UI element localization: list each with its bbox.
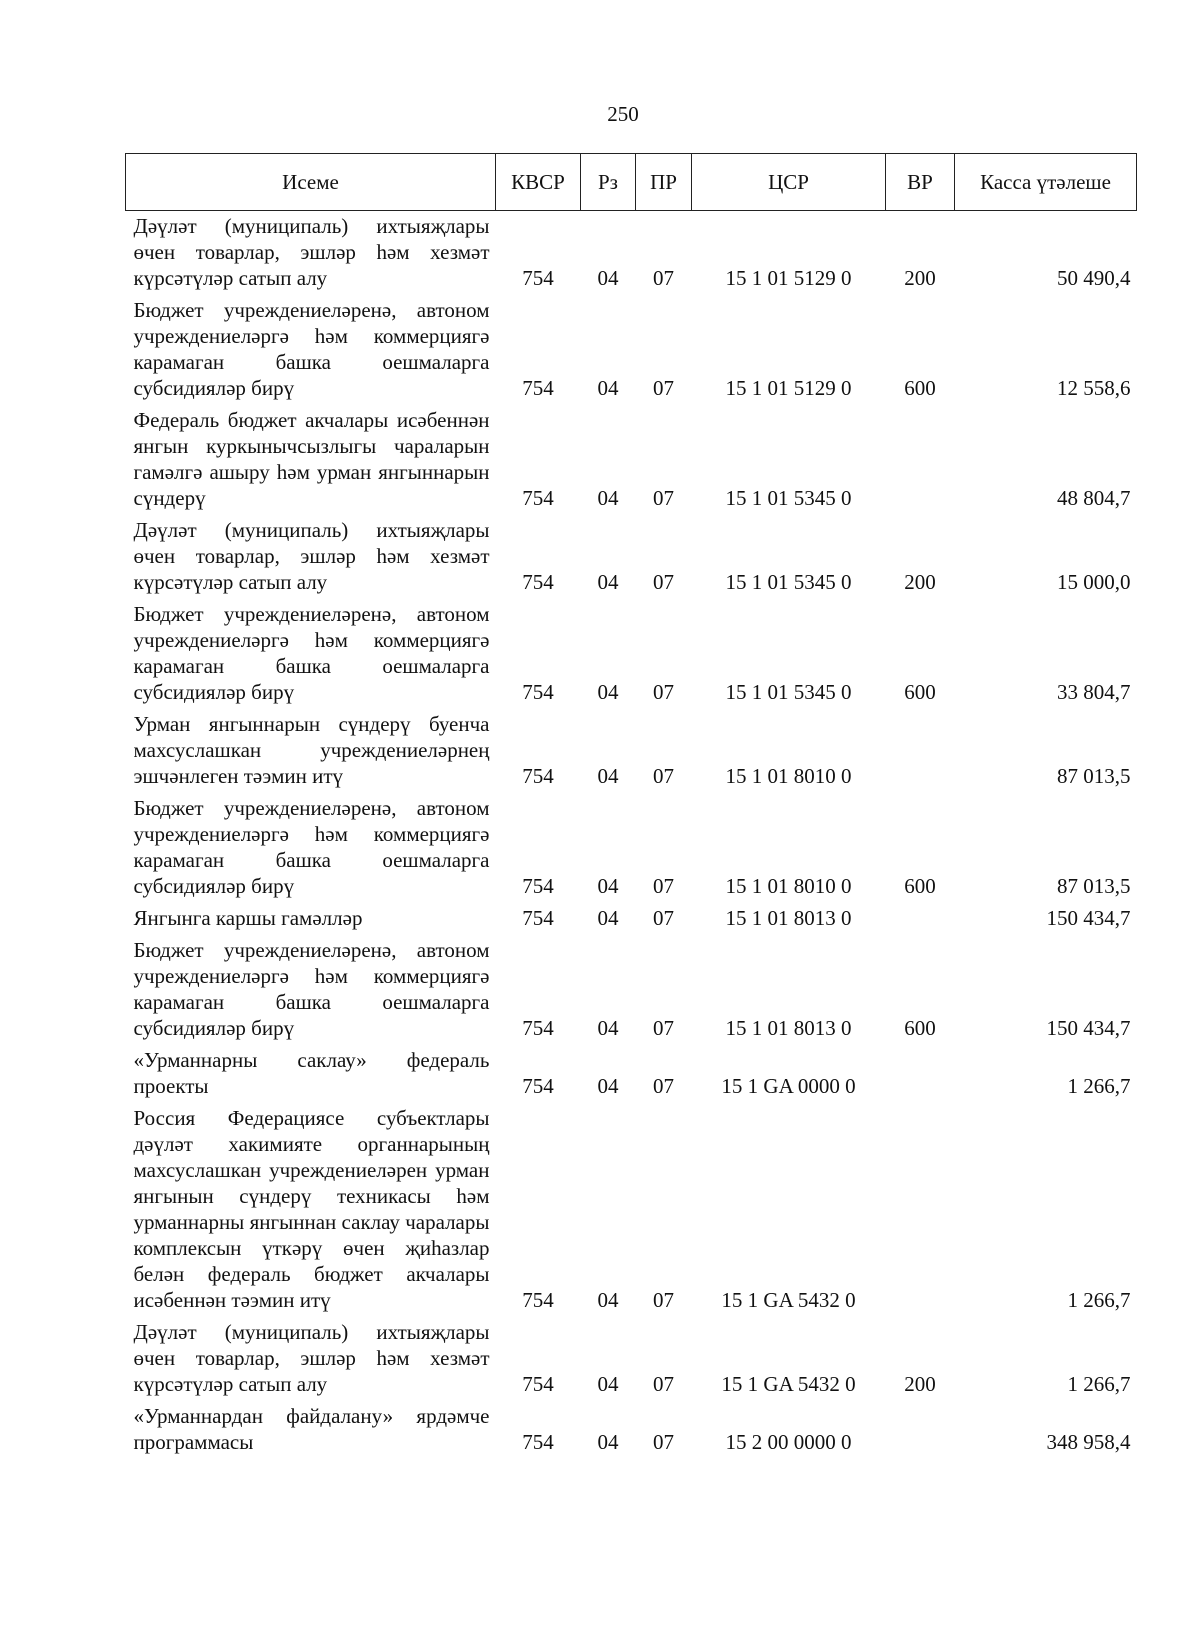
cell-kvsr: 754 [522, 680, 554, 704]
cell-csr: 15 1 01 5129 0 [725, 376, 852, 400]
cell-vr [886, 1045, 955, 1103]
cell-csr: 15 1 01 5345 0 [725, 486, 852, 510]
cell-name: Дәүләт (муниципаль) ихтыяҗлары өчен товарлар, эшләр һәм хезмәт күрсәтүләр сатып алу [133, 518, 490, 594]
cell-sum: 12 558,6 [1057, 376, 1131, 400]
cell-kvsr: 754 [522, 376, 554, 400]
cell-sum: 48 804,7 [1057, 486, 1131, 510]
cell-csr: 15 2 00 0000 0 [725, 1430, 852, 1454]
cell-name: Бюджет учреждениеләренә, автоном учреждениеләргә һәм коммерциягә карамаган башка оешмаларга субсидияләр бирү [133, 602, 490, 704]
header-vr: ВР [886, 154, 955, 211]
cell-csr: 15 1 01 5345 0 [725, 570, 852, 594]
table-row [126, 1045, 1137, 1103]
page-number: 250 [607, 102, 639, 126]
cell-vr [886, 1103, 955, 1317]
cell-sum: 348 958,4 [1046, 1430, 1131, 1454]
cell-kvsr: 754 [522, 764, 554, 788]
cell-rz: 04 [597, 1372, 619, 1396]
cell-rz: 04 [597, 906, 619, 930]
cell-kvsr: 754 [522, 570, 554, 594]
cell-rz: 04 [597, 570, 619, 594]
cell-csr: 15 1 01 5129 0 [725, 266, 852, 290]
cell-pr: 07 [653, 764, 674, 788]
table-body [126, 211, 1137, 1460]
cell-vr [886, 405, 955, 515]
cell-name: Дәүләт (муниципаль) ихтыяҗлары өчен товарлар, эшләр һәм хезмәт күрсәтүләр сатып алу [133, 214, 490, 290]
cell-vr [886, 903, 955, 935]
cell-kvsr: 754 [522, 1288, 554, 1312]
cell-rz: 04 [597, 1288, 619, 1312]
cell-pr: 07 [653, 570, 674, 594]
table-row [126, 1317, 1137, 1401]
cell-vr: 200 [904, 266, 936, 290]
budget-table [125, 153, 1137, 1459]
cell-csr: 15 1 01 5345 0 [725, 680, 852, 704]
cell-pr: 07 [653, 266, 674, 290]
table-row [126, 295, 1137, 405]
cell-sum: 150 434,7 [1046, 1016, 1131, 1040]
header-csr: ЦСР [692, 154, 886, 211]
cell-kvsr: 754 [522, 266, 554, 290]
cell-name: «Урманнарны саклау» федераль проекты [133, 1048, 490, 1098]
table-row [126, 405, 1137, 515]
cell-vr: 200 [904, 570, 936, 594]
cell-sum: 33 804,7 [1057, 680, 1131, 704]
cell-name: «Урманнардан файдалану» ярдәмче программасы [133, 1404, 490, 1454]
cell-kvsr: 754 [522, 486, 554, 510]
cell-pr: 07 [653, 874, 674, 898]
table-row [126, 1103, 1137, 1317]
table-row [126, 793, 1137, 903]
cell-name: Янгынга каршы гамәлләр [133, 906, 363, 930]
cell-csr: 15 1 GA 0000 0 [721, 1074, 856, 1098]
cell-csr: 15 1 01 8010 0 [725, 764, 852, 788]
cell-name: Россия Федерациясе субъектлары дәүләт хакимияте органнарының махсуслашкан учреждениеләрен урман янгынын сүндерү техникасы һәм урманнарны янгыннан саклау чаралары комплексын үткәрү өчен җиһазлар белән федераль бюджет акчалары исәбеннән тәэмин итү [133, 1106, 490, 1312]
cell-name: Дәүләт (муниципаль) ихтыяҗлары өчен товарлар, эшләр һәм хезмәт күрсәтүләр сатып алу [133, 1320, 490, 1396]
cell-name: Бюджет учреждениеләренә, автоном учреждениеләргә һәм коммерциягә карамаган башка оешмаларга субсидияләр бирү [133, 938, 490, 1040]
cell-pr: 07 [653, 1288, 674, 1312]
table-row [126, 1401, 1137, 1459]
cell-kvsr: 754 [522, 906, 554, 930]
cell-rz: 04 [597, 874, 619, 898]
cell-rz: 04 [597, 376, 619, 400]
cell-kvsr: 754 [522, 1016, 554, 1040]
cell-pr: 07 [653, 680, 674, 704]
cell-sum: 15 000,0 [1057, 570, 1131, 594]
table-row [126, 935, 1137, 1045]
table-row [126, 599, 1137, 709]
cell-vr: 600 [904, 1016, 936, 1040]
table-row [126, 903, 1137, 935]
cell-rz: 04 [597, 1074, 619, 1098]
cell-sum: 1 266,7 [1067, 1288, 1131, 1312]
cell-vr: 600 [904, 874, 936, 898]
cell-name: Бюджет учреждениеләренә, автоном учреждениеләргә һәм коммерциягә карамаган башка оешмаларга субсидияләр бирү [133, 796, 490, 898]
cell-kvsr: 754 [522, 1074, 554, 1098]
header-name: Исеме [126, 154, 496, 211]
cell-name: Бюджет учреждениеләренә, автоном учреждениеләргә һәм коммерциягә карамаган башка оешмаларга субсидияләр бирү [133, 298, 490, 400]
cell-vr [886, 709, 955, 793]
cell-rz: 04 [597, 266, 619, 290]
cell-sum: 50 490,4 [1057, 266, 1131, 290]
cell-rz: 04 [597, 486, 619, 510]
cell-kvsr: 754 [522, 874, 554, 898]
cell-pr: 07 [653, 1372, 674, 1396]
header-pr: ПР [636, 154, 692, 211]
cell-name: Федераль бюджет акчалары исәбеннән янгын куркынычсызлыгы чараларын гамәлгә ашыру һәм урман янгыннарын сүндерү [133, 408, 490, 510]
cell-sum: 87 013,5 [1057, 874, 1131, 898]
cell-vr: 200 [904, 1372, 936, 1396]
cell-sum: 1 266,7 [1067, 1372, 1131, 1396]
cell-rz: 04 [597, 1430, 619, 1454]
cell-csr: 15 1 GA 5432 0 [721, 1372, 856, 1396]
cell-pr: 07 [653, 486, 674, 510]
cell-pr: 07 [653, 1016, 674, 1040]
cell-pr: 07 [653, 906, 674, 930]
header-sum: Касса үтәлеше [955, 154, 1137, 211]
cell-vr: 600 [904, 680, 936, 704]
cell-csr: 15 1 01 8013 0 [725, 1016, 852, 1040]
cell-csr: 15 1 GA 5432 0 [721, 1288, 856, 1312]
cell-sum: 87 013,5 [1057, 764, 1131, 788]
cell-csr: 15 1 01 8013 0 [725, 906, 852, 930]
cell-rz: 04 [597, 1016, 619, 1040]
cell-kvsr: 754 [522, 1430, 554, 1454]
cell-rz: 04 [597, 680, 619, 704]
table-header [126, 154, 1137, 211]
cell-pr: 07 [653, 1430, 674, 1454]
cell-rz: 04 [597, 764, 619, 788]
cell-name: Урман янгыннарын сүндерү буенча махсуслашкан учреждениеләрнең эшчәнлеген тәэмин итү [133, 712, 490, 788]
cell-csr: 15 1 01 8010 0 [725, 874, 852, 898]
table-row [126, 515, 1137, 599]
header-rz: Рз [581, 154, 636, 211]
cell-sum: 1 266,7 [1067, 1074, 1131, 1098]
table-row [126, 211, 1137, 296]
cell-vr [886, 1401, 955, 1459]
table-row [126, 709, 1137, 793]
cell-pr: 07 [653, 1074, 674, 1098]
cell-pr: 07 [653, 376, 674, 400]
header-kvsr: КВСР [496, 154, 581, 211]
cell-kvsr: 754 [522, 1372, 554, 1396]
cell-vr: 600 [904, 376, 936, 400]
cell-sum: 150 434,7 [1046, 906, 1131, 930]
